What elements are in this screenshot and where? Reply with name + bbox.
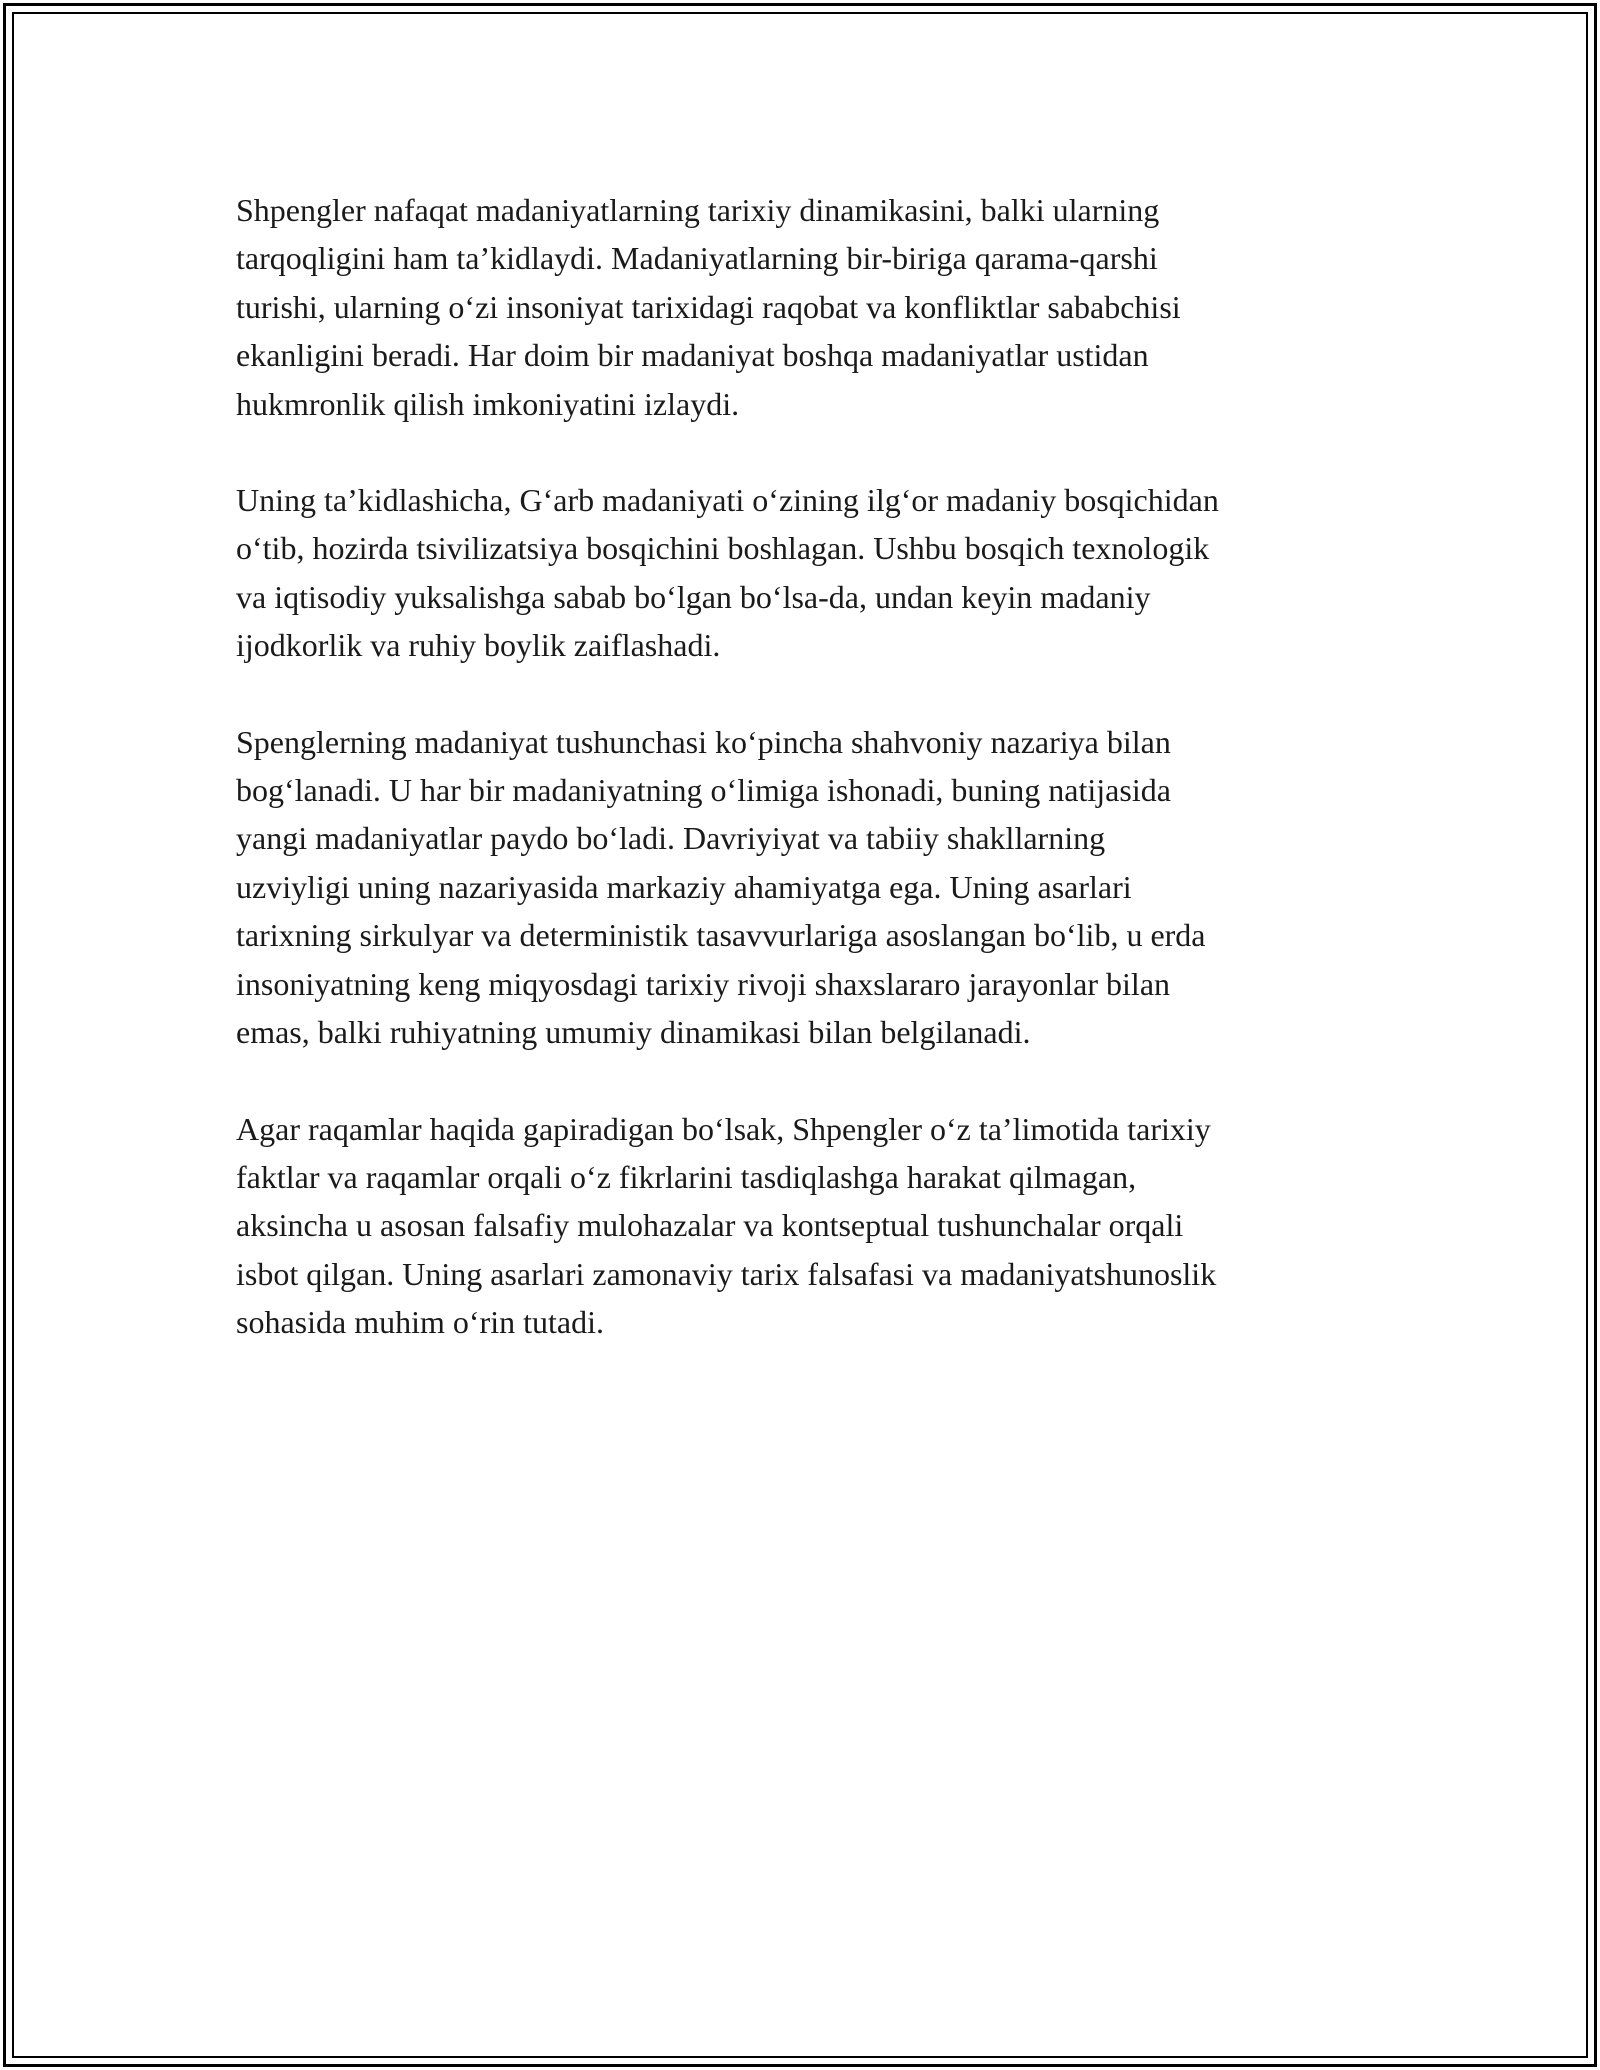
text-line: ekanligini beradi. Har doim bir madaniyat boshqa madaniyatlar ustidan	[236, 337, 1149, 374]
document-body	[236, 186, 1376, 1395]
text-line: Agar raqamlar haqida gapiradigan bo‘lsak, Shpengler o‘z ta’limotida tarixiy	[236, 1110, 1211, 1147]
text-line: ijodkorlik va ruhiy boylik zaiflashadi.	[236, 627, 721, 664]
text-line: Spenglerning madaniyat tushunchasi ko‘pincha shahvoniy nazariya bilan	[236, 723, 1171, 760]
text-line: faktlar va raqamlar orqali o‘z fikrlarini tasdiqlashga harakat qilmagan,	[236, 1158, 1137, 1195]
text-line: uzviyligi uning nazariyasida markaziy ahamiyatga ega. Uning asarlari	[236, 868, 1132, 905]
paragraph-3	[236, 718, 1376, 1057]
text-line: turishi, ularning o‘zi insoniyat tarixidagi raqobat va konfliktlar sababchisi	[236, 288, 1181, 325]
text-line: isbot qilgan. Uning asarlari zamonaviy tarix falsafasi va madaniyatshunoslik	[236, 1255, 1217, 1292]
text-line: bog‘lanadi. U har bir madaniyatning o‘limiga ishonadi, buning natijasida	[236, 772, 1171, 809]
text-line: tarqoqligini ham ta’kidlaydi. Madaniyatlarning bir-biriga qarama-qarshi	[236, 240, 1158, 277]
text-line: insoniyatning keng miqyosdagi tarixiy rivoji shaxslararo jarayonlar bilan	[236, 965, 1171, 1002]
text-line: Uning ta’kidlashicha, G‘arb madaniyati o‘zining ilg‘or madaniy bosqichidan	[236, 482, 1219, 519]
text-line: Shpengler nafaqat madaniyatlarning tarixiy dinamikasini, balki ularning	[236, 192, 1160, 228]
paragraph-4	[236, 1105, 1376, 1347]
text-line: hukmronlik qilish imkoniyatini izlaydi.	[236, 385, 740, 422]
paragraph-2	[236, 476, 1376, 670]
text-line: tarixning sirkulyar va deterministik tasavvurlariga asoslangan bo‘lib, u erda	[236, 917, 1206, 954]
text-line: va iqtisodiy yuksalishga sabab bo‘lgan bo‘lsa-da, undan keyin madaniy	[236, 578, 1151, 615]
paragraph-1	[236, 186, 1376, 428]
text-line: sohasida muhim o‘rin tutadi.	[236, 1304, 604, 1341]
text-line: o‘tib, hozirda tsivilizatsiya bosqichini boshlagan. Ushbu bosqich texnologik	[236, 530, 1210, 567]
text-line: yangi madaniyatlar paydo bo‘ladi. Davriyiyat va tabiiy shakllarning	[236, 820, 1106, 857]
text-line: aksincha u asosan falsafiy mulohazalar va kontseptual tushunchalar orqali	[236, 1207, 1184, 1244]
text-line: emas, balki ruhiyatning umumiy dinamikasi bilan belgilanadi.	[236, 1014, 1031, 1051]
